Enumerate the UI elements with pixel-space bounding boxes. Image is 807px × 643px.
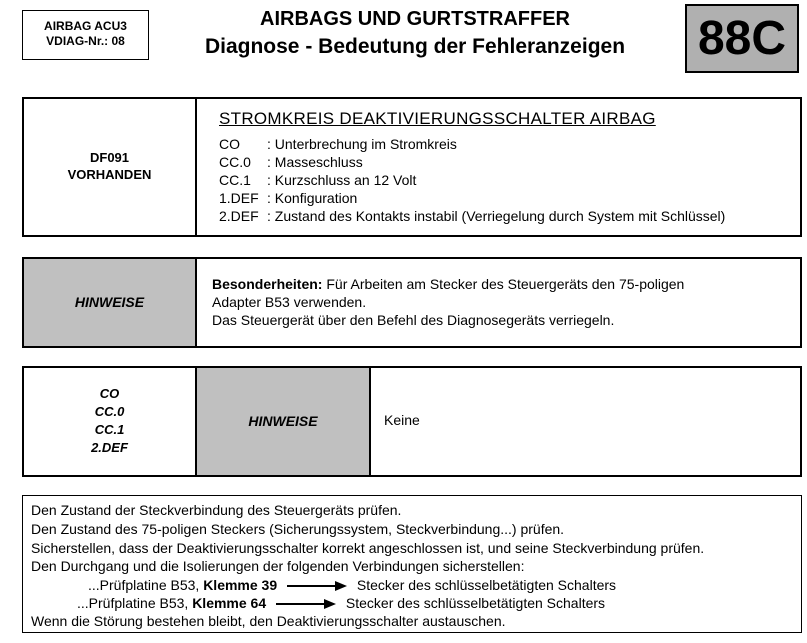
notes-label: HINWEISE: [24, 259, 197, 346]
notes-bold-lead: Besonderheiten:: [212, 276, 323, 292]
fault-line: 2.DEF : Zustand des Kontakts instabil (Verriegelung durch System mit Schlüssel): [219, 208, 726, 224]
fault-status: VORHANDEN: [67, 167, 152, 182]
fault-line: CC.0 : Masseschluss: [219, 154, 363, 170]
procedure-box: [22, 495, 802, 633]
module-name: AIRBAG ACU3: [44, 19, 127, 33]
conditions-label: HINWEISE: [197, 368, 371, 475]
procedure-line: Sicherstellen, dass der Deaktivierungsschalter korrekt angeschlossen ist, und seine Steckverbindung prüfen.: [31, 540, 705, 556]
fault-line: CO : Unterbrechung im Stromkreis: [219, 136, 457, 152]
connection-line-39: ...Prüfplatine B53, Klemme 39 Stecker des schlüsselbetätigten Schalters: [88, 577, 617, 593]
procedure-line: Den Durchgang und die Isolierungen der folgenden Verbindungen sicherstellen:: [31, 558, 525, 574]
fault-line: 1.DEF : Konfiguration: [219, 190, 358, 206]
title-line-2: Diagnose - Bedeutung der Fehleranzeigen: [204, 35, 626, 58]
procedure-line: Den Zustand der Steckverbindung des Steuergeräts prüfen.: [31, 502, 402, 518]
notes-text: Besonderheiten: Für Arbeiten am Stecker des Steuergeräts den 75-poligen Adapter B53 verwenden. Das Steuergerät über den Befehl des Diagnosegeräts verriegeln.: [212, 276, 685, 328]
arrow-right-icon: [287, 581, 347, 591]
page-title: [160, 6, 670, 60]
connection-line-64: ...Prüfplatine B53, Klemme 64 Stecker des schlüsselbetätigten Schalters: [77, 595, 606, 611]
conditions-box: [22, 366, 802, 477]
vehicle-info-box: [22, 10, 149, 60]
fault-code-list: [219, 135, 725, 225]
fault-code: DF091: [89, 150, 130, 165]
procedure-line: Wenn die Störung bestehen bleibt, den Deaktivierungsschalter austauschen.: [31, 613, 506, 629]
section-code: 88C: [685, 4, 799, 73]
fault-title: STROMKREIS DEAKTIVIERUNGSSCHALTER AIRBAG: [219, 109, 656, 128]
fault-line: CC.1 : Kurzschluss an 12 Volt: [219, 172, 417, 188]
condition-codes: CO CC.0 CC.1 2.DEF: [24, 368, 197, 475]
arrow-right-icon: [276, 599, 336, 609]
notes-box: [22, 257, 802, 348]
vdiag-number: VDIAG-Nr.: 08: [46, 34, 125, 48]
title-line-1: AIRBAGS UND GURTSTRAFFER: [260, 8, 570, 30]
fault-box: [22, 97, 802, 237]
procedure-line: Den Zustand des 75-poligen Steckers (Sicherungssystem, Steckverbindung...) prüfen.: [31, 521, 565, 537]
fault-id-cell: [24, 99, 197, 235]
conditions-value: Keine: [384, 412, 420, 428]
